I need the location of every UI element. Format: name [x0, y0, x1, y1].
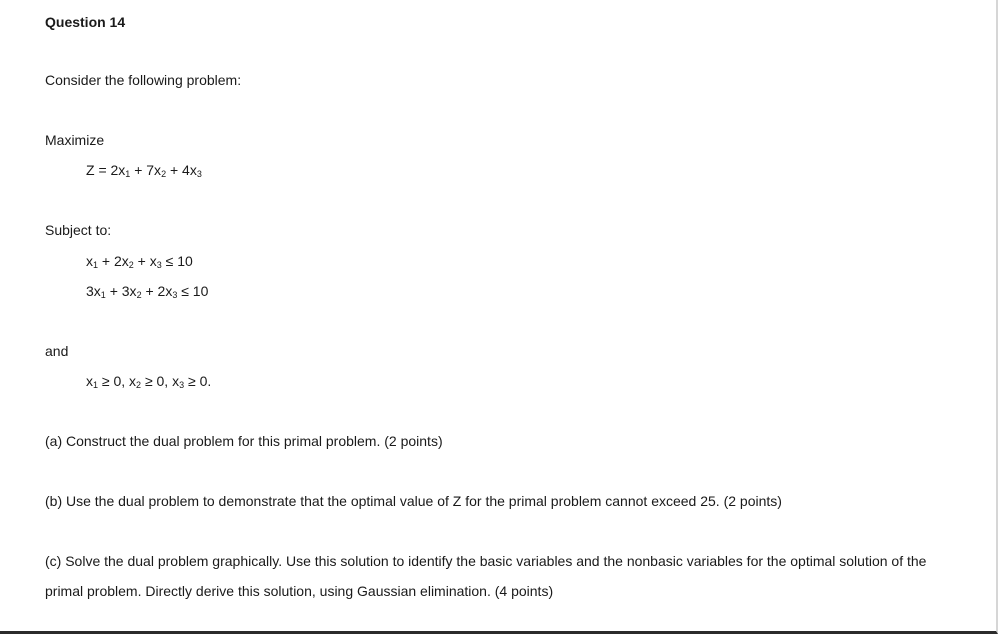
- constraint-1: [86, 252, 193, 270]
- subscript: 1: [93, 260, 99, 270]
- part-c-text-line-2: primal problem. Directly derive this solution, using Gaussian elimination. (4 points): [45, 583, 554, 599]
- term: + x: [133, 253, 157, 269]
- subscript: 3: [179, 380, 185, 390]
- term: ≥ 0.: [184, 373, 212, 389]
- term: + 2x: [98, 253, 129, 269]
- subject-to-label: Subject to:: [45, 222, 112, 238]
- subscript: 3: [172, 290, 178, 300]
- term: ≥ 0, x: [141, 373, 180, 389]
- term: x: [86, 373, 93, 389]
- part-a-text: (a) Construct the dual problem for this primal problem. (2 points): [45, 433, 443, 449]
- objective-function: [86, 161, 202, 179]
- part-b-text: (b) Use the dual problem to demonstrate that the optimal value of Z for the primal problem cannot exceed 25. (2 points): [45, 493, 782, 509]
- maximize-label: Maximize: [45, 132, 105, 148]
- subscript: 2: [136, 290, 142, 300]
- term: + 2x: [141, 283, 173, 299]
- objective-term-2: + 7x: [130, 162, 162, 178]
- subscript: 2: [136, 380, 142, 390]
- term: x: [86, 253, 93, 269]
- part-c-text-line-1: (c) Solve the dual problem graphically. Use this solution to identify the basic variables and the nonbasic variables for the optimal solution of the: [45, 553, 927, 569]
- constraint-2: [86, 282, 208, 300]
- subscript: 1: [93, 380, 99, 390]
- constraint-rhs: ≤ 10: [161, 253, 193, 269]
- term: ≥ 0, x: [98, 373, 137, 389]
- nonnegativity-constraints: [86, 372, 211, 390]
- subscript: 2: [128, 260, 134, 270]
- subscript: 3: [156, 260, 162, 270]
- intro-text: Consider the following problem:: [45, 72, 242, 88]
- subscript: 3: [196, 169, 202, 179]
- subscript: 1: [125, 169, 131, 179]
- objective-term-3: + 4x: [166, 162, 197, 178]
- and-label: and: [45, 343, 69, 359]
- constraint-rhs: ≤ 10: [177, 283, 209, 299]
- subscript: 2: [161, 169, 167, 179]
- objective-term-1: Z = 2x: [86, 162, 126, 178]
- subscript: 1: [100, 290, 106, 300]
- term: 3x: [86, 283, 101, 299]
- question-title: Question 14: [45, 14, 126, 30]
- term: + 3x: [105, 283, 137, 299]
